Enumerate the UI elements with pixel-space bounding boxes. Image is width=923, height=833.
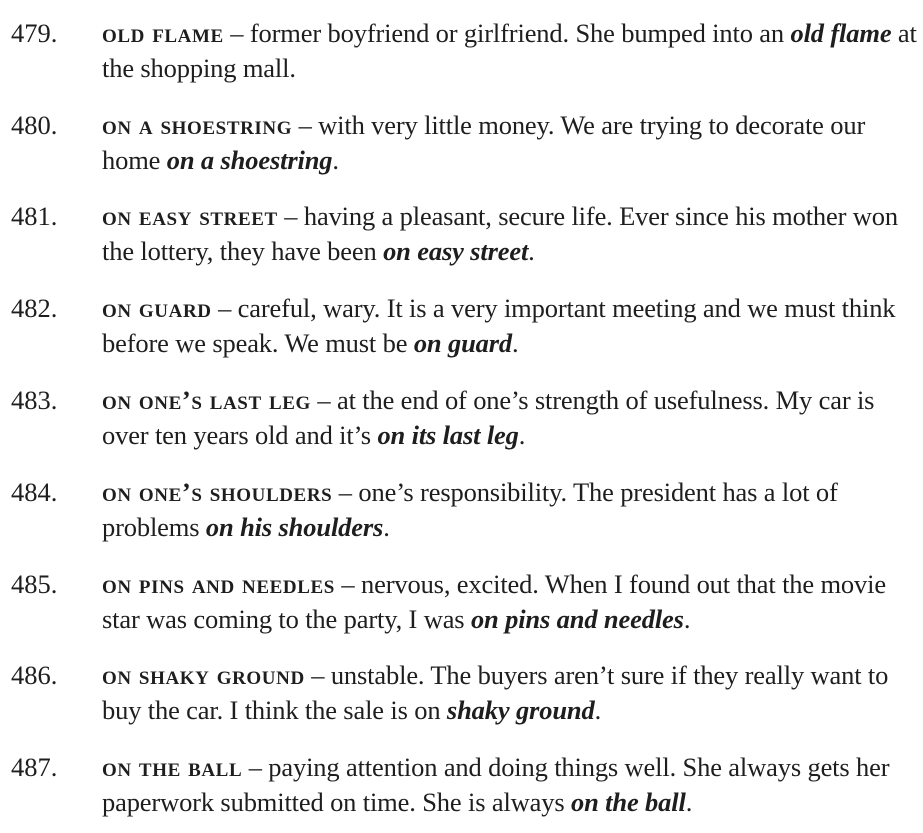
entry-number: 485.: [11, 569, 58, 599]
idiom-term: on the ball: [102, 752, 243, 782]
idiom-definition: – at the end of one’s strength of usefulness. My car is over ten years old and it’s: [102, 385, 875, 450]
entry-number: 484.: [11, 477, 58, 507]
idiom-example: shaky ground: [446, 695, 595, 725]
entry-number: 479.: [11, 18, 58, 48]
idiom-example-tail: .: [594, 695, 602, 725]
idiom-definition: – former boyfriend or girlfriend. She bumped into an: [223, 18, 791, 48]
idiom-term: on one’s shoulders: [102, 477, 333, 507]
idiom-example-tail: .: [685, 787, 693, 817]
idiom-definition: – paying attention and doing things well. She always gets her paperwork submitted on time. She is always: [102, 752, 890, 817]
idiom-term: on easy street: [102, 201, 278, 231]
entry-text: [102, 108, 917, 178]
entry-text: [102, 567, 917, 637]
idiom-example-tail: .: [518, 420, 526, 450]
idiom-example: on his shoulders: [205, 512, 384, 542]
idiom-example-tail: .: [528, 236, 535, 266]
idiom-example: old flame: [790, 18, 892, 48]
idiom-definition: – one’s responsibility. The president has a lot of problems: [102, 477, 838, 542]
entry-text: [102, 291, 917, 361]
idiom-example: on a shoestring: [166, 145, 333, 175]
idiom-example: on its last leg: [377, 420, 519, 450]
idiom-term: on one’s last leg: [102, 385, 311, 415]
entry-number: 480.: [11, 110, 58, 140]
idiom-example-tail: at the shopping mall.: [102, 18, 917, 83]
idiom-example-tail: .: [683, 604, 691, 634]
idiom-definition: – with very little money. We are trying to decorate our home: [102, 110, 866, 175]
entry-text: [102, 16, 917, 86]
idiom-example: on easy street: [383, 236, 529, 266]
entry-text: [102, 383, 917, 453]
idiom-term: on shaky ground: [102, 660, 305, 690]
idiom-example-tail: .: [512, 328, 519, 358]
idiom-term: on pins and needles: [102, 569, 335, 599]
entry-number: 487.: [11, 752, 58, 782]
entry-number: 482.: [11, 293, 58, 323]
idiom-term: on guard: [102, 293, 212, 323]
entry-number: 486.: [11, 660, 58, 690]
idiom-example: on the ball: [571, 787, 686, 817]
idiom-term: on a shoestring: [102, 110, 293, 140]
idiom-example: on pins and needles: [470, 604, 684, 634]
entry-text: [102, 199, 917, 269]
idiom-example-tail: .: [383, 512, 390, 542]
entry-text: [102, 750, 917, 820]
entry-number: 481.: [11, 201, 58, 231]
idiom-example: on guard: [413, 328, 513, 358]
idiom-term: old flame: [102, 18, 224, 48]
entry-text: [102, 658, 917, 728]
idiom-definition: – unstable. The buyers aren’t sure if they really want to buy the car. I think the sale is on: [102, 660, 889, 725]
entry-text: [102, 475, 917, 545]
idiom-example-tail: .: [332, 145, 339, 175]
entry-number: 483.: [11, 385, 58, 415]
idiom-definition: – having a pleasant, secure life. Ever since his mother won the lottery, they have been: [102, 201, 898, 266]
idiom-definition: – careful, wary. It is a very important meeting and we must think before we speak. We must be: [102, 293, 896, 358]
idiom-definition: – nervous, excited. When I found out that the movie star was coming to the party, I was: [102, 569, 886, 634]
